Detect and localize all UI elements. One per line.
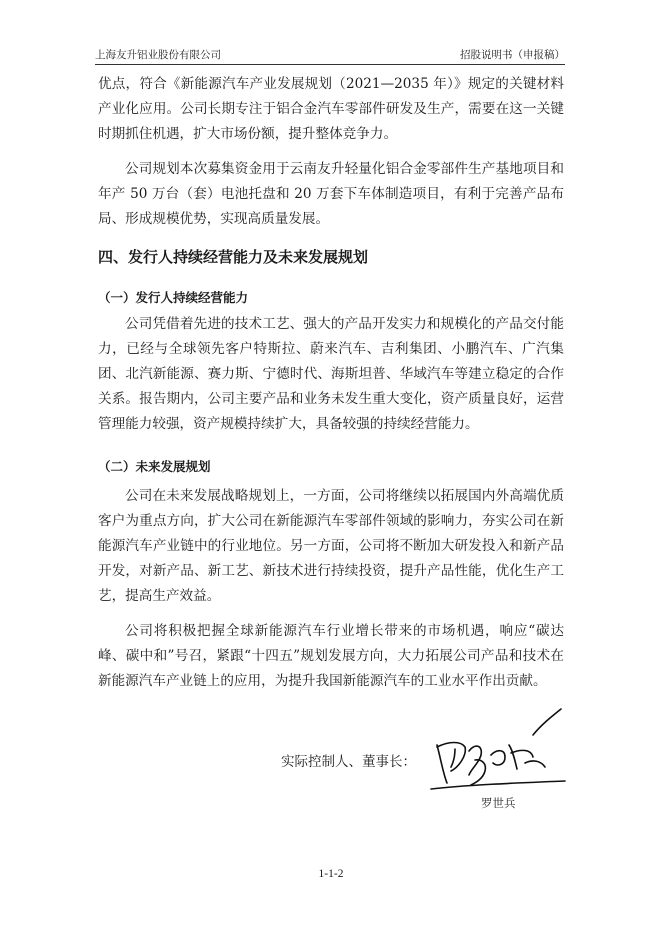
subsection-2-text (98, 484, 564, 694)
page-number: 1-1-2 (318, 868, 344, 880)
paragraph-fundraising: 公司规划本次募集资金用于云南友升轻量化铝合金零部件生产基地项目和年产 50 万台（套）电池托盘和 20 万套下车体制造项目，有利于完善产品布局、形成规模优势，实现高质量发展。 (98, 161, 564, 227)
paragraph-development-plan: 公司在未来发展战略规划上，一方面，公司将继续以拓展国内外高端优质客户为重点方向，扩大公司在新能源汽车零部件领域的影响力，夯实公司在新能源汽车产业链中的行业地位。另一方面，公司将不断加大研发投入和新产品开发，对新产品、新工艺、新技术进行持续投资，提升产品性能，优化生产工艺，提高生产效益。 (98, 488, 564, 604)
paragraph-operating-capability: 公司凭借着先进的技术工艺、强大的产品开发实力和规模化的产品交付能力，已经与全球领先客户特斯拉、蔚来汽车、吉利集团、小鹏汽车、广汽集团、北汽新能源、赛力斯、宁德时代、海斯坦普、华域汽车等建立稳定的合作关系。报告期内，公司主要产品和业务未发生重大变化，资产质量良好，运营管理能力较强，资产规模持续扩大，具备较强的持续经营能力。 (98, 316, 564, 432)
handwritten-signature (425, 705, 575, 795)
signatory-name: 罗世兵 (481, 796, 516, 810)
section-title: 四、发行人持续经营能力及未来发展规划 (98, 248, 369, 266)
page-header (95, 44, 565, 65)
paragraph-continuation: 优点，符合《新能源汽车产业发展规划（2021—2035 年）》规定的关键材料产业化应用。公司长期专注于铝合金汽车零部件研发及生产，需要在这一关键时期抓住机遇，扩大市场份额，提升整体竞争力。 (98, 76, 564, 142)
header-company: 上海友升铝业股份有限公司 (95, 49, 221, 61)
paragraph-market-opportunity: 公司将积极把握全球新能源汽车行业增长带来的市场机遇，响应“碳达峰、碳中和”号召，紧跟“十四五”规划发展方向，大力拓展公司产品和技术在新能源汽车产业链上的应用，为提升我国新能源汽车的工业水平作出贡献。 (98, 623, 564, 689)
subsection-title-1: （一）发行人持续经营能力 (98, 290, 249, 305)
intro-text (98, 72, 564, 232)
subsection-1-text (98, 312, 564, 437)
subsection-title-2: （二）未来发展规划 (98, 459, 211, 474)
signature-label: 实际控制人、董事长： (281, 754, 416, 770)
header-doc-title: 招股说明书（申报稿） (460, 49, 565, 61)
